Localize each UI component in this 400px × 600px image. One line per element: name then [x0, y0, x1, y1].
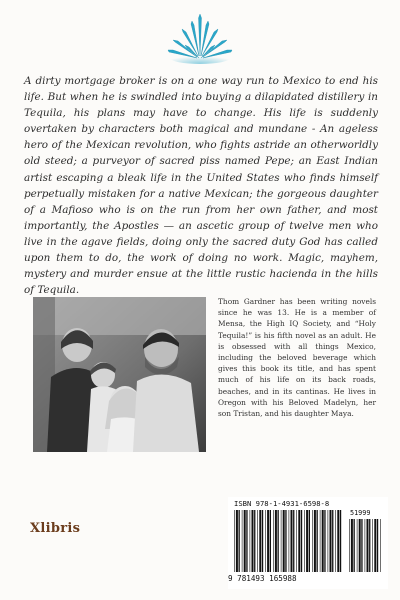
- ean-digits-label: 9 781493 165988: [228, 574, 297, 583]
- price-code-label: 51999: [350, 509, 371, 517]
- agave-logo-icon: [163, 12, 237, 64]
- author-family-photo: [33, 297, 206, 452]
- isbn-label: ISBN 978-1-4931-6598-8: [234, 499, 330, 508]
- isbn-barcode: [228, 497, 388, 589]
- price-barcode-bars: [349, 519, 383, 572]
- author-bio: Thom Gardner has been writing novels since he was 13. He is a member of Mensa, the High IQ Society, and “Holy Tequila!” is his fifth novel as an adult. He is obsessed with all things Mexico, including the beloved beverage which gives this book its title, and has spent much of his life on its back roads, beaches, and in its cantinas. He lives in Oregon with his Beloved Madelyn, her son Tristan, and his daughter Maya.: [218, 297, 376, 419]
- publisher-logo: Xlibris: [30, 521, 81, 536]
- book-blurb: A dirty mortgage broker is on a one way run to Mexico to end his life. But when he is swindled into buying a dilapidated distillery in Tequila, his plans may have to change. His life is suddenly overtaken by characters both magical and mundane - An ageless hero of the Mexican revolution, who fights astride an otherworldly old steed; a purveyor of sacred piss named Pepe; an East Indian artist escaping a bleak life in the United States who finds himself perpetually mistaken for a native Mexican; the gorgeous daughter of a Mafioso who is on the run from her own father, and most importantly, the Apostles — an ascetic group of twelve men who live in the agave fields, doing only the sacred duty God has called upon them to do, the work of doing no work. Magic, mayhem, mystery and murder ensue at the little rustic hacienda in the hills of Tequila.: [24, 75, 378, 297]
- ean-barcode-bars: [234, 510, 344, 572]
